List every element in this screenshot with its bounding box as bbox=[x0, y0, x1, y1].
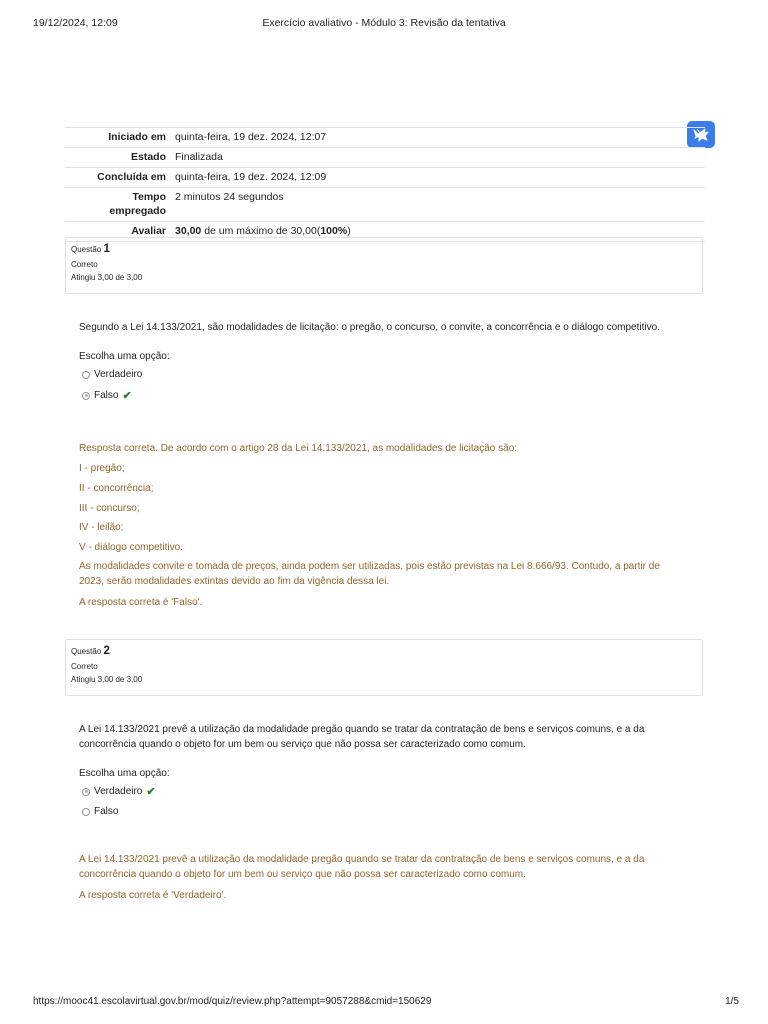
question-1-feedback-item: IV - leilão; bbox=[79, 522, 124, 533]
question-1-feedback-note: As modalidades convite e tomada de preços, ainda podem ser utilizadas, pois estão previstas na Lei 8.666/93. Contudo, a partir de 2023, serão modalidades extintas devido ao fim da vigência dessa lei. bbox=[79, 561, 660, 587]
question-1-text: Segundo a Lei 14.133/2021, são modalidades de licitação: o pregão, o concurso, o convite, a concorrência e o diálogo competitivo. bbox=[79, 322, 660, 333]
question-2-feedback-answer: A resposta correta é 'Verdadeiro'. bbox=[79, 890, 227, 901]
question-1-feedback-item: I - pregão; bbox=[79, 463, 125, 474]
checkmark-icon: ✔ bbox=[146, 786, 156, 798]
summary-label-line2: empregado bbox=[109, 205, 166, 217]
question-1-feedback-answer: A resposta correta é 'Falso'. bbox=[79, 597, 203, 608]
question-label: Questão bbox=[71, 245, 102, 254]
question-1-feedback-intro: Resposta correta. De acordo com o artigo 28 da Lei 14.133/2021, as modalidades de licitação são: bbox=[79, 443, 518, 454]
grade-pct: 100% bbox=[320, 225, 348, 237]
radio-button[interactable] bbox=[82, 371, 90, 379]
summary-value: quinta-feira, 19 dez. 2024, 12:09 bbox=[175, 171, 327, 183]
question-1-info bbox=[65, 237, 703, 294]
option-label: Verdadeiro bbox=[94, 369, 143, 380]
question-number bbox=[71, 645, 697, 658]
radio-button-checked[interactable] bbox=[82, 788, 90, 796]
print-header bbox=[0, 17, 768, 31]
summary-row-time bbox=[65, 187, 705, 221]
print-title: Exercício avaliativo - Módulo 3: Revisão da tentativa bbox=[262, 17, 506, 29]
question-number bbox=[71, 243, 697, 256]
question-1-option-verdadeiro[interactable] bbox=[82, 369, 142, 380]
question-2-feedback: A Lei 14.133/2021 prevê a utilização da modalidade pregão quando se tratar da contratação de bens e serviços comuns, e a da concorrência quando o objeto for um bem ou serviço que não possa ser caracterizado como comum. bbox=[79, 854, 645, 880]
question-label: Questão bbox=[71, 647, 102, 656]
question-1-option-falso[interactable] bbox=[82, 389, 132, 402]
summary-label: Estado bbox=[130, 151, 166, 163]
print-url: https://mooc41.escolavirtual.gov.br/mod/quiz/review.php?attempt=9057288&cmid=150629 bbox=[33, 996, 432, 1007]
question-1-feedback-item: III - concurso; bbox=[79, 503, 140, 514]
summary-value: 2 minutos 24 segundos bbox=[175, 191, 284, 203]
radio-button[interactable] bbox=[82, 808, 90, 816]
question-2-option-verdadeiro[interactable] bbox=[82, 785, 156, 798]
summary-label bbox=[65, 190, 175, 218]
question-number-value: 2 bbox=[103, 645, 110, 657]
question-2-info bbox=[65, 639, 703, 696]
radio-button-checked[interactable] bbox=[82, 392, 90, 400]
summary-label: Concluída em bbox=[97, 171, 166, 183]
summary-value: Finalizada bbox=[175, 151, 223, 163]
grade-score: 30,00 bbox=[175, 225, 202, 237]
question-1-feedback-item: II - concorrência; bbox=[79, 483, 154, 494]
summary-value bbox=[175, 224, 705, 238]
question-number-value: 1 bbox=[103, 243, 110, 255]
question-2-prompt: Escolha uma opção: bbox=[79, 768, 170, 779]
summary-row-completed bbox=[65, 167, 705, 187]
grade-end: ) bbox=[347, 225, 351, 237]
summary-label: Iniciado em bbox=[108, 131, 166, 143]
question-1-prompt: Escolha uma opção: bbox=[79, 351, 170, 362]
question-status: Correto bbox=[71, 260, 98, 269]
option-label: Falso bbox=[94, 390, 119, 401]
question-mark: Atingiu 3,00 de 3,00 bbox=[71, 675, 143, 684]
question-status: Correto bbox=[71, 662, 98, 671]
question-1-feedback-item: V - diálogo competitivo. bbox=[79, 542, 183, 553]
question-2-text: A Lei 14.133/2021 prevê a utilização da modalidade pregão quando se tratar da contratação de bens e serviços comuns, e a da concorrência quando o objeto for um bem ou serviço que não possa ser caracterizado como comum. bbox=[79, 724, 645, 750]
print-page-number: 1/5 bbox=[725, 996, 739, 1007]
attempt-summary bbox=[65, 127, 705, 242]
grade-mid: de um máximo de 30,00( bbox=[201, 225, 321, 237]
summary-label-line1: Tempo bbox=[132, 191, 166, 203]
summary-row-started bbox=[65, 127, 705, 147]
summary-label: Avaliar bbox=[131, 225, 166, 237]
summary-row-state bbox=[65, 147, 705, 167]
question-mark: Atingiu 3,00 de 3,00 bbox=[71, 273, 143, 282]
option-label: Verdadeiro bbox=[94, 786, 143, 797]
question-2-option-falso[interactable] bbox=[82, 806, 118, 817]
print-date: 19/12/2024, 12:09 bbox=[33, 17, 118, 29]
summary-value: quinta-feira, 19 dez. 2024, 12:07 bbox=[175, 131, 327, 143]
option-label: Falso bbox=[94, 806, 119, 817]
checkmark-icon: ✔ bbox=[122, 390, 132, 402]
